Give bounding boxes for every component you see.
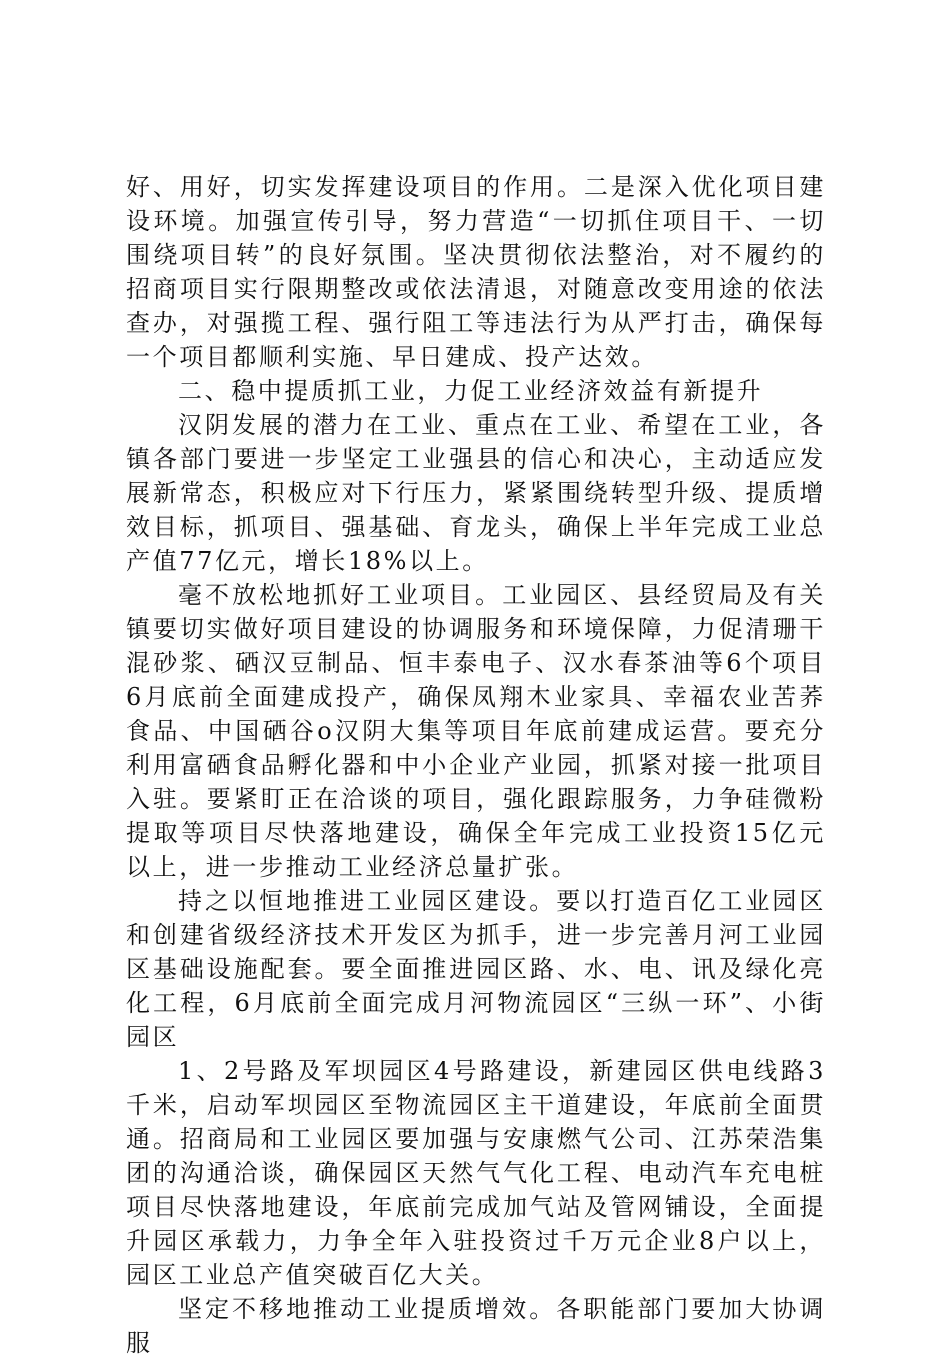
paragraph-quality-efficiency: 坚定不移地推动工业提质增效。各职能部门要加大协调服 [126,1295,826,1357]
paragraph-park-roads: 1、2号路及军坝园区4号路建设，新建园区供电线路3千米，启动军坝园区至物流园区主干道建设，年底前全面贯通。招商局和工业园区要加强与安康燃气公司、江苏荣浩集团的沟通洽谈，确保园区天然气气化工程、电动汽车充电桩项目尽快落地建设，年底前完成加气站及管网铺设，全面提升园区承载力，力争全年入驻投资过千万元企业8户以上，园区工业总产值突破百亿大关。 [126,1057,826,1289]
document-body [126,170,826,1360]
paragraph-industrial-projects: 毫不放松地抓好工业项目。工业园区、县经贸局及有关镇要切实做好项目建设的协调服务和环境保障，力促清珊干混砂浆、硒汉豆制品、恒丰泰电子、汉水春茶油等6个项目6月底前全面建成投产，确保凤翔木业家具、幸福农业苦荞食品、中国硒谷o汉阴大集等项目年底前建成运营。要充分利用富硒食品孵化器和中小企业产业园，抓紧对接一批项目入驻。要紧盯正在洽谈的项目，强化跟踪服务，力争硅微粉提取等项目尽快落地建设，确保全年完成工业投资15亿元以上，进一步推动工业经济总量扩张。 [126,581,826,881]
paragraph-industrial-park: 持之以恒地推进工业园区建设。要以打造百亿工业园区和创建省级经济技术开发区为抓手，进一步完善月河工业园区基础设施配套。要全面推进园区路、水、电、讯及绿化亮化工程，6月底前全面完成月河物流园区“三纵一环”、小街园区 [126,887,826,1051]
paragraph-industry-potential: 汉阴发展的潜力在工业、重点在工业、希望在工业，各镇各部门要进一步坚定工业强县的信心和决心，主动适应发展新常态，积极应对下行压力，紧紧围绕转型升级、提质增效目标，抓项目、强基础、育龙头，确保上半年完成工业总产值77亿元，增长18%以上。 [126,411,826,575]
section-heading: 二、稳中提质抓工业，力促工业经济效益有新提升 [178,377,764,405]
paragraph-continuation: 好、用好，切实发挥建设项目的作用。二是深入优化项目建设环境。加强宣传引导，努力营造“一切抓住项目干、一切围绕项目转”的良好氛围。坚决贯彻依法整治，对不履约的招商项目实行限期整改或依法清退，对随意改变用途的依法查办，对强揽工程、强行阻工等违法行为从严打击，确保每一个项目都顺利实施、早日建成、投产达效。 [126,173,826,371]
